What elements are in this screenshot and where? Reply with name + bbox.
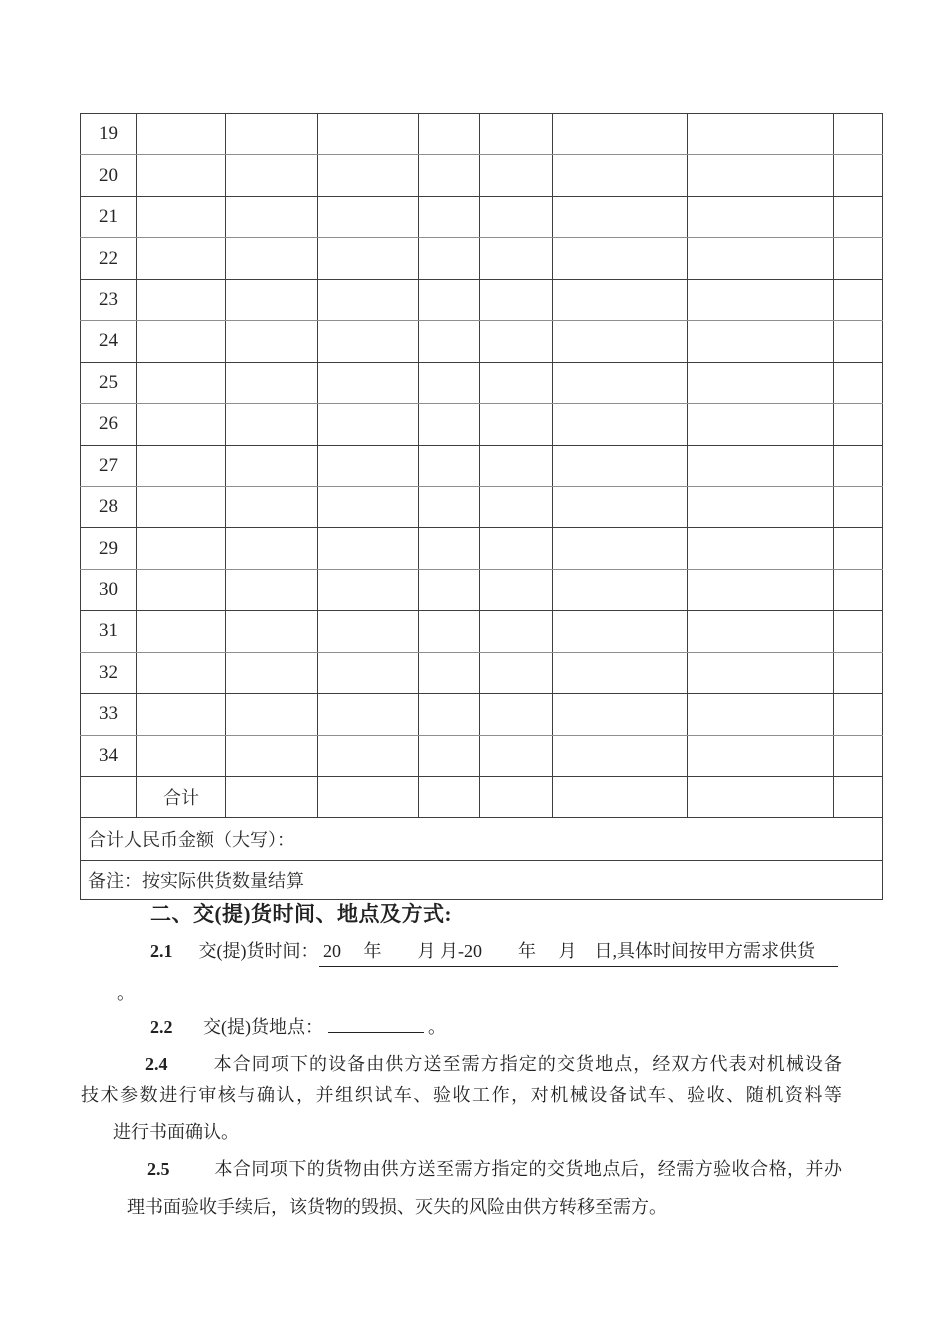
empty-cell	[688, 155, 834, 196]
empty-cell	[553, 569, 688, 610]
empty-cell	[480, 362, 553, 403]
item-2-5-number: 2.5	[147, 1159, 170, 1179]
empty-cell	[226, 155, 318, 196]
item-2-5-text-1: 本合同项下的货物由供方送至需方指定的交货地点后，经需方验收合格，并办	[195, 1159, 842, 1179]
empty-cell	[688, 652, 834, 693]
empty-cell	[137, 528, 226, 569]
empty-cell	[688, 735, 834, 776]
row-number-cell: 29	[81, 528, 137, 569]
row-number-cell: 25	[81, 362, 137, 403]
empty-cell	[318, 279, 419, 320]
empty-cell	[480, 196, 553, 237]
table-row	[81, 694, 883, 735]
empty-cell	[318, 238, 419, 279]
empty-cell	[226, 735, 318, 776]
delivery-place-fill-in-blank[interactable]	[328, 1032, 424, 1033]
empty-cell	[480, 238, 553, 279]
empty-cell	[318, 445, 419, 486]
empty-cell	[137, 694, 226, 735]
empty-cell	[688, 777, 834, 818]
empty-cell	[226, 569, 318, 610]
empty-cell	[318, 196, 419, 237]
empty-cell	[419, 528, 480, 569]
empty-cell	[419, 652, 480, 693]
row-number-cell: 20	[81, 155, 137, 196]
empty-cell	[688, 279, 834, 320]
amount-row	[81, 818, 883, 861]
table-row	[81, 486, 883, 527]
total-label-cell: 合计	[137, 777, 226, 818]
table-row	[81, 652, 883, 693]
empty-cell	[553, 694, 688, 735]
empty-cell	[137, 321, 226, 362]
table-row	[81, 569, 883, 610]
empty-cell	[419, 404, 480, 445]
empty-cell	[419, 735, 480, 776]
empty-cell	[480, 155, 553, 196]
empty-cell	[419, 238, 480, 279]
empty-cell	[688, 611, 834, 652]
empty-cell	[480, 279, 553, 320]
empty-cell	[834, 611, 883, 652]
empty-cell	[553, 652, 688, 693]
item-2-2-line	[150, 1012, 446, 1042]
empty-cell	[419, 569, 480, 610]
row-number-cell: 31	[81, 611, 137, 652]
row-number-cell: 24	[81, 321, 137, 362]
empty-cell	[318, 777, 419, 818]
empty-cell	[480, 777, 553, 818]
empty-cell	[318, 321, 419, 362]
empty-cell	[137, 238, 226, 279]
empty-cell	[137, 486, 226, 527]
empty-cell	[834, 279, 883, 320]
row-number-cell: 22	[81, 238, 137, 279]
remark-row	[81, 861, 883, 900]
remark-label-cell: 备注：按实际供货数量结算	[81, 861, 883, 900]
empty-cell	[137, 404, 226, 445]
empty-cell	[226, 611, 318, 652]
empty-cell	[137, 735, 226, 776]
table-row	[81, 611, 883, 652]
empty-cell	[318, 486, 419, 527]
empty-cell	[688, 238, 834, 279]
delivery-time-fill-in-blank[interactable]: 20 年 月 月-20 年 月 日,具体时间按甲方需求供货	[319, 936, 839, 967]
empty-cell	[419, 694, 480, 735]
empty-cell	[553, 321, 688, 362]
empty-cell	[553, 735, 688, 776]
row-number-cell: 26	[81, 404, 137, 445]
empty-cell	[137, 611, 226, 652]
item-2-2-label: 交(提)货地点：	[203, 1017, 323, 1037]
row-number-cell: 30	[81, 569, 137, 610]
empty-cell	[226, 445, 318, 486]
empty-cell	[419, 155, 480, 196]
empty-cell	[226, 777, 318, 818]
empty-cell	[834, 362, 883, 403]
empty-cell	[834, 114, 883, 155]
delivery-schedule-table	[80, 113, 883, 900]
empty-cell	[419, 362, 480, 403]
empty-cell	[834, 486, 883, 527]
empty-cell	[834, 238, 883, 279]
empty-cell	[419, 777, 480, 818]
empty-cell	[318, 528, 419, 569]
empty-cell	[834, 404, 883, 445]
empty-cell	[137, 279, 226, 320]
table-row	[81, 238, 883, 279]
empty-cell	[480, 735, 553, 776]
grid-foot	[81, 777, 883, 900]
table-row	[81, 735, 883, 776]
empty-cell	[226, 404, 318, 445]
empty-cell	[480, 569, 553, 610]
item-2-5-line-2: 理书面验收手续后，该货物的毁损、灭失的风险由供方转移至需方。	[127, 1197, 667, 1217]
grid-body	[81, 114, 883, 777]
empty-cell	[834, 196, 883, 237]
table-row	[81, 155, 883, 196]
empty-cell	[553, 362, 688, 403]
empty-cell	[834, 569, 883, 610]
row-number-cell: 27	[81, 445, 137, 486]
row-number-cell: 19	[81, 114, 137, 155]
empty-cell	[553, 279, 688, 320]
item-2-4-text-1: 本合同项下的设备由供方送至需方指定的交货地点，经双方代表对机械设备	[193, 1054, 842, 1074]
row-number-cell: 28	[81, 486, 137, 527]
item-2-1-label: 交(提)货时间：	[198, 941, 319, 961]
empty-cell	[553, 155, 688, 196]
empty-cell	[226, 279, 318, 320]
empty-cell	[419, 445, 480, 486]
empty-cell	[226, 528, 318, 569]
empty-cell	[480, 404, 553, 445]
empty-cell	[688, 694, 834, 735]
empty-cell	[688, 486, 834, 527]
item-2-5-line-1	[76, 1154, 842, 1184]
empty-cell	[834, 735, 883, 776]
empty-cell	[318, 114, 419, 155]
row-number-cell: 34	[81, 735, 137, 776]
table-row	[81, 114, 883, 155]
empty-cell	[318, 611, 419, 652]
empty-cell	[137, 652, 226, 693]
table-row	[81, 362, 883, 403]
empty-cell	[553, 114, 688, 155]
empty-cell	[419, 321, 480, 362]
empty-cell	[688, 114, 834, 155]
empty-cell	[480, 528, 553, 569]
empty-cell	[553, 238, 688, 279]
empty-cell	[688, 445, 834, 486]
table-row	[81, 445, 883, 486]
empty-cell	[81, 777, 137, 818]
total-row	[81, 777, 883, 818]
table-row	[81, 404, 883, 445]
empty-cell	[318, 694, 419, 735]
empty-cell	[553, 777, 688, 818]
empty-cell	[318, 155, 419, 196]
empty-cell	[480, 652, 553, 693]
empty-cell	[688, 569, 834, 610]
empty-cell	[226, 486, 318, 527]
table-row	[81, 279, 883, 320]
empty-cell	[226, 652, 318, 693]
section-heading: 二、交(提)货时间、地点及方式:	[150, 902, 452, 926]
table-row	[81, 528, 883, 569]
empty-cell	[553, 404, 688, 445]
empty-cell	[688, 528, 834, 569]
row-number-cell: 33	[81, 694, 137, 735]
empty-cell	[318, 404, 419, 445]
amount-label-cell: 合计人民币金额（大写）：	[81, 818, 883, 861]
item-2-1-line	[150, 936, 838, 967]
empty-cell	[480, 321, 553, 362]
empty-cell	[226, 362, 318, 403]
empty-cell	[226, 238, 318, 279]
empty-cell	[318, 652, 419, 693]
empty-cell	[553, 445, 688, 486]
empty-cell	[137, 155, 226, 196]
empty-cell	[137, 196, 226, 237]
empty-cell	[419, 114, 480, 155]
row-number-cell: 21	[81, 196, 137, 237]
empty-cell	[688, 196, 834, 237]
item-2-4-line-3: 进行书面确认。	[113, 1122, 239, 1142]
empty-cell	[834, 694, 883, 735]
empty-cell	[137, 445, 226, 486]
empty-cell	[480, 486, 553, 527]
empty-cell	[419, 611, 480, 652]
empty-cell	[688, 404, 834, 445]
empty-cell	[226, 114, 318, 155]
empty-cell	[419, 486, 480, 527]
empty-cell	[688, 321, 834, 362]
empty-cell	[553, 486, 688, 527]
empty-cell	[419, 196, 480, 237]
empty-cell	[137, 114, 226, 155]
empty-cell	[318, 735, 419, 776]
row-number-cell: 32	[81, 652, 137, 693]
empty-cell	[226, 196, 318, 237]
item-2-4-number: 2.4	[145, 1054, 168, 1074]
empty-cell	[553, 611, 688, 652]
empty-cell	[137, 362, 226, 403]
empty-cell	[553, 196, 688, 237]
empty-cell	[834, 155, 883, 196]
empty-cell	[834, 528, 883, 569]
empty-cell	[834, 445, 883, 486]
empty-cell	[688, 362, 834, 403]
empty-cell	[834, 321, 883, 362]
empty-cell	[226, 694, 318, 735]
empty-cell	[480, 445, 553, 486]
empty-cell	[480, 611, 553, 652]
empty-cell	[834, 652, 883, 693]
empty-cell	[834, 777, 883, 818]
empty-cell	[318, 569, 419, 610]
item-2-4-line-2: 技术参数进行审核与确认，并组织试车、验收工作，对机械设备试车、验收、随机资料等	[81, 1085, 842, 1105]
wrapped-period: 。	[117, 983, 135, 1003]
empty-cell	[480, 114, 553, 155]
table-row	[81, 321, 883, 362]
empty-cell	[480, 694, 553, 735]
empty-cell	[226, 321, 318, 362]
empty-cell	[553, 528, 688, 569]
table-row	[81, 196, 883, 237]
terms-text-block	[76, 898, 843, 1298]
item-2-1-number: 2.1	[150, 941, 173, 961]
empty-cell	[318, 362, 419, 403]
item-2-2-number: 2.2	[150, 1017, 173, 1037]
empty-cell	[419, 279, 480, 320]
item-2-2-period: 。	[428, 1017, 446, 1037]
empty-cell	[137, 569, 226, 610]
row-number-cell: 23	[81, 279, 137, 320]
item-2-4-line-1	[76, 1049, 842, 1079]
